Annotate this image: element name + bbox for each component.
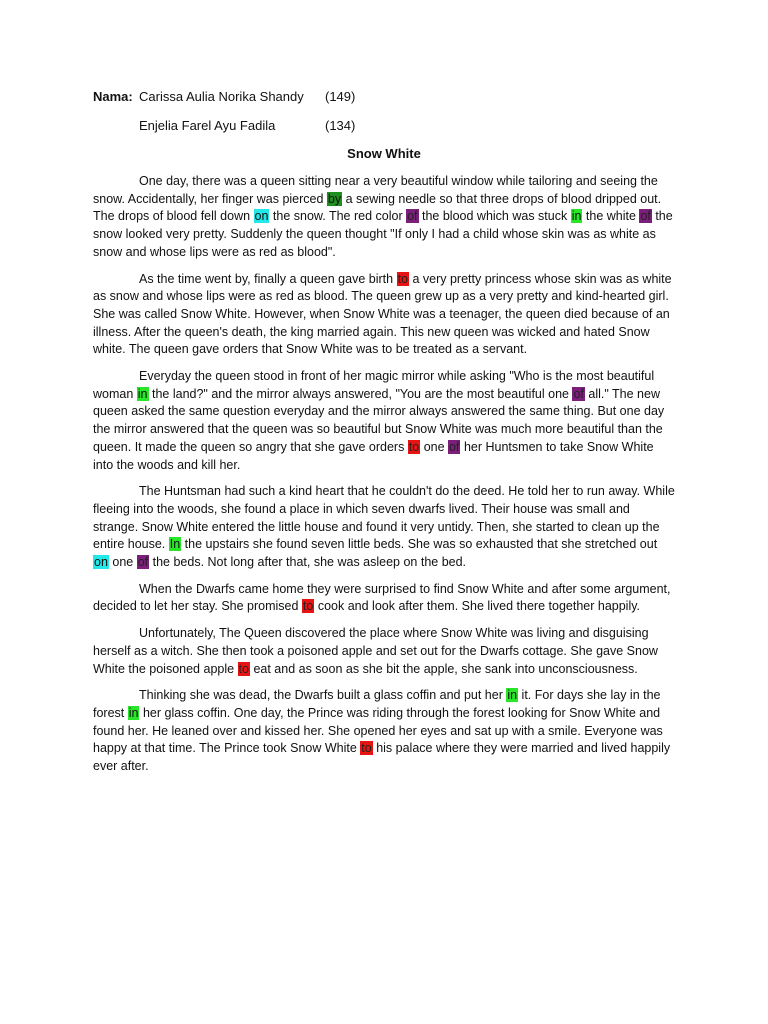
highlighted-preposition: on bbox=[94, 555, 108, 570]
story-title: Snow White bbox=[347, 146, 421, 161]
highlighted-preposition: to bbox=[238, 661, 249, 676]
paragraph-text: the upstairs she found seven little beds. She was so exhausted that she stretched out bbox=[181, 537, 658, 552]
paragraph-text: Everyday the queen stood in front of her magic mirror while asking "Who is the most beautiful woman bbox=[93, 369, 655, 401]
story-paragraph bbox=[93, 368, 675, 474]
paragraph-text: When the Dwarfs came home they were surprised to find Snow White and after some argument, decided to let her stay. She promised bbox=[93, 581, 671, 614]
highlighted-preposition: In bbox=[169, 537, 181, 552]
paragraph-text: one bbox=[420, 439, 449, 454]
highlighted-preposition: on bbox=[254, 209, 269, 224]
highlighted-preposition: to bbox=[302, 599, 314, 614]
author-name: Enjelia Farel Ayu Fadila bbox=[139, 118, 276, 133]
paragraph-text: it. For days she lay in the forest bbox=[93, 688, 661, 720]
paragraph-text: cook and look after them. She lived there together happily. bbox=[314, 599, 641, 614]
highlighted-preposition: to bbox=[361, 741, 372, 756]
highlighted-preposition: in bbox=[128, 705, 139, 720]
name-label: Nama: bbox=[93, 89, 133, 104]
story-paragraph bbox=[93, 173, 675, 262]
author-number: (134) bbox=[325, 118, 356, 133]
paragraph-text: the snow. The red color bbox=[269, 209, 407, 224]
paragraph-text: a very pretty princess whose skin was as white as snow and whose lips were as red as blood. The queen grew up as a very pretty and kind-hearted girl. She was called Snow White. However, when Snow White was a teenager, the queen died because of an illness. After the queen's death, the king married again. This new queen was wicked and hated Snow white. The queen gave orders that Snow White was to be treated as a servant. bbox=[93, 271, 672, 357]
highlighted-preposition: by bbox=[327, 191, 342, 206]
highlighted-preposition: in bbox=[137, 386, 148, 401]
highlighted-preposition: of bbox=[640, 209, 651, 224]
paragraph-text: her Huntsmen to take Snow White into the woods and kill her. bbox=[93, 439, 654, 472]
paragraph-text: One day, there was a queen sitting near a very beautiful window while tailoring and seeing the snow. Accidentally, her finger was pierced bbox=[93, 174, 658, 206]
author-name: Carissa Aulia Norika Shandy bbox=[139, 89, 304, 104]
paragraph-text: her glass coffin. One day, the Prince was riding through the forest looking for Snow White and found her. He leaned over and kissed her. She opened her eyes and sat up with a smile. Everyone was happy at that time. The Prince took Snow White bbox=[93, 705, 663, 756]
story-body bbox=[93, 173, 675, 785]
paragraph-text: The Huntsman had such a kind heart that he couldn't do the deed. He told her to run away. While fleeing into the woods, she found a place in which seven dwarfs lived. Their house was small and strange. Snow White entered the little house and found it very untidy. Then, she started to clean up the entire house. bbox=[93, 484, 675, 552]
paragraph-text: his palace where they were married and lived happily ever after. bbox=[93, 741, 671, 774]
author-row bbox=[93, 88, 355, 117]
paragraph-text: As the time went by, finally a queen gave birth bbox=[139, 271, 397, 286]
highlighted-preposition: in bbox=[571, 209, 582, 224]
paragraph-text: the blood which was stuck bbox=[418, 209, 571, 224]
paragraph-text: one bbox=[108, 555, 137, 570]
paragraph-text: the beds. Not long after that, she was asleep on the bed. bbox=[149, 555, 467, 570]
paragraph-text: the snow looked very pretty. Suddenly the queen thought "If only I had a child whose skin was as white as snow and whose lips were as red as blood". bbox=[93, 209, 673, 259]
highlighted-preposition: of bbox=[573, 386, 584, 401]
paragraph-text: the land?" and the mirror always answered, "You are the most beautiful one bbox=[148, 386, 573, 401]
highlighted-preposition: of bbox=[449, 439, 460, 454]
story-paragraph bbox=[93, 581, 675, 616]
highlighted-preposition: to bbox=[408, 439, 420, 454]
paragraph-text: Thinking she was dead, the Dwarfs built a glass coffin and put her bbox=[139, 688, 507, 703]
story-paragraph bbox=[93, 271, 675, 360]
paragraph-text: the white bbox=[582, 209, 640, 224]
paragraph-text: a sewing needle so that three drops of blood dripped out. The drops of blood fell down bbox=[93, 191, 662, 224]
author-number: (149) bbox=[325, 89, 356, 104]
paragraph-text: Unfortunately, The Queen discovered the place where Snow White was living and disguising herself as a witch. She then took a poisoned apple and set out for the Dwarfs cottage. She gave Snow White the poisoned apple bbox=[93, 626, 658, 676]
highlighted-preposition: of bbox=[137, 555, 149, 570]
paragraph-text: eat and as soon as she bit the apple, she sank into unconsciousness. bbox=[249, 661, 638, 676]
highlighted-preposition: of bbox=[407, 209, 418, 224]
author-row bbox=[93, 117, 355, 146]
highlighted-preposition: to bbox=[397, 271, 408, 286]
author-block bbox=[93, 88, 355, 146]
highlighted-preposition: in bbox=[507, 688, 518, 703]
paragraph-text: all." The new queen asked the same question everyday and the mirror always answered the same thing. But one day the mirror answered that the queen was so beautiful but Snow White was much more beautiful than the queen. It made the queen so angry that she gave orders bbox=[93, 386, 665, 454]
story-paragraph bbox=[93, 625, 675, 678]
story-paragraph bbox=[93, 483, 675, 572]
story-paragraph bbox=[93, 687, 675, 776]
